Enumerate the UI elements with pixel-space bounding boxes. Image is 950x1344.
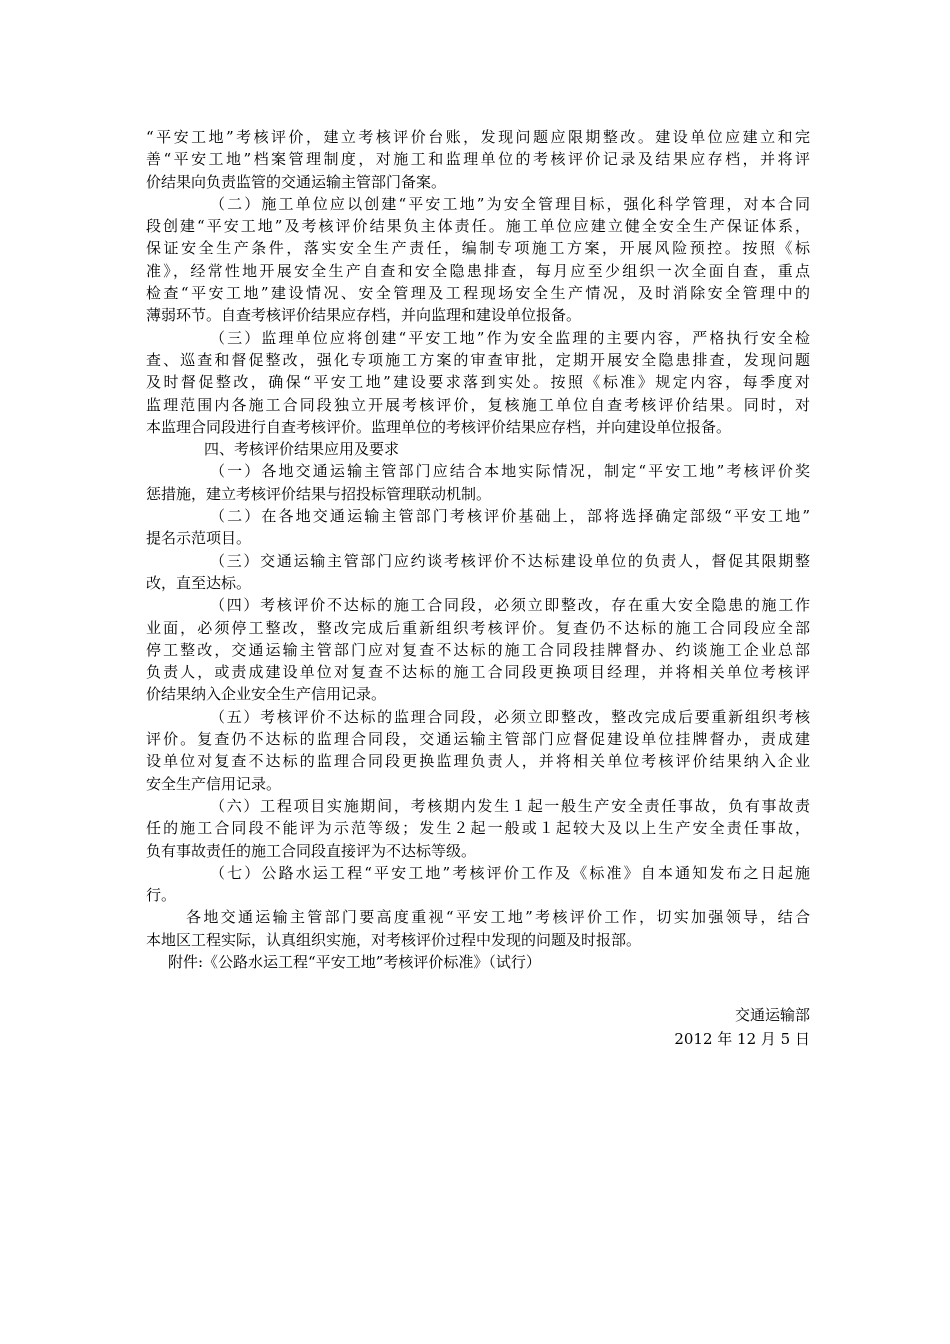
text-line: 行。 — [146, 886, 177, 905]
document-body — [146, 126, 810, 1051]
text-line: 善“平安工地”档案管理制度，对施工和监理单位的考核评价记录及结果应存档，并将评 — [146, 150, 810, 169]
signature-spacer — [146, 973, 810, 1003]
text-line: 监理范围内各施工合同段独立开展考核评价，复核施工单位自查考核评价结果。同时，对 — [146, 395, 810, 414]
text-line: （七）公路水运工程“平安工地”考核评价工作及《标准》自本通知发布之日起施 — [210, 863, 810, 882]
signature-organization: 交通运输部 — [734, 1006, 810, 1025]
text-line: 本监理合同段进行自查考核评价。监理单位的考核评价结果应存档，并向建设单位报备。 — [146, 417, 732, 436]
text-line: （四）考核评价不达标的施工合同段，必须立即整改，存在重大安全隐患的施工作 — [210, 596, 810, 615]
text-line: （二）在各地交通运输主管部门考核评价基础上，部将选择确定部级“平安工地” — [210, 507, 810, 526]
text-line: 薄弱环节。自查考核评价结果应存档，并向监理和建设单位报备。 — [146, 306, 582, 325]
text-line: 安全生产信用记录。 — [146, 774, 282, 793]
text-line: 各地交通运输主管部门要高度重视“平安工地”考核评价工作，切实加强领导，结合 — [186, 908, 810, 927]
text-line: 检查“平安工地”建设情况、安全管理及工程现场安全生产情况，及时消除安全管理中的 — [146, 284, 810, 303]
text-line: 及时督促整改，确保“平安工地”建设要求落到实处。按照《标准》规定内容，每季度对 — [146, 373, 810, 392]
text-line: 改，直至达标。 — [146, 573, 252, 592]
text-line: （二）施工单位应以创建“平安工地”为安全管理目标，强化科学管理，对本合同 — [210, 194, 810, 213]
text-line: 评价。复查仍不达标的监理合同段，交通运输主管部门应督促建设单位挂牌督办，责成建 — [146, 730, 810, 749]
text-line: （五）考核评价不达标的监理合同段，必须立即整改，整改完成后要重新组织考核 — [210, 707, 810, 726]
text-line: （三）监理单位应将创建“平安工地”作为安全监理的主要内容，严格执行安全检 — [210, 328, 810, 347]
text-line: 查、巡查和督促整改，强化专项施工方案的审查审批，定期开展安全隐患排查，发现问题 — [146, 350, 810, 369]
text-line: 设单位对复查不达标的监理合同段更换监理负责人，并将相关单位考核评价结果纳入企业 — [146, 752, 810, 771]
text-line: 价结果向负责监管的交通运输主管部门备案。 — [146, 172, 447, 191]
text-line: （六）工程项目实施期间，考核期内发生１起一般生产安全责任事故，负有事故责 — [210, 796, 810, 815]
signature-date: 2012 年 12 月 5 日 — [674, 1030, 810, 1049]
text-line: 价结果纳入企业安全生产信用记录。 — [146, 685, 387, 704]
text-line: （三）交通运输主管部门应约谈考核评价不达标建设单位的负责人，督促其限期整 — [210, 551, 810, 570]
text-line: 停工整改，交通运输主管部门应对复查不达标的施工合同段挂牌督办、约谈施工企业总部 — [146, 640, 810, 659]
text-line: 任的施工合同段不能评为示范等级；发生２起一般或１起较大及以上生产安全责任事故， — [146, 819, 810, 838]
text-line: 业面，必须停工整改，整改完成后重新组织考核评价。复查仍不达标的施工合同段应全部 — [146, 618, 810, 637]
text-line: 本地区工程实际，认真组织实施，对考核评价过程中发现的问题及时报部。 — [146, 930, 642, 949]
text-line: （一）各地交通运输主管部门应结合本地实际情况，制定“平安工地”考核评价奖 — [210, 462, 810, 481]
text-line: 提名示范项目。 — [146, 529, 252, 548]
text-line: “平安工地”考核评价，建立考核评价台账，发现问题应限期整改。建设单位应建立和完 — [146, 128, 810, 146]
text-line: 惩措施，建立考核评价结果与招投标管理联动机制。 — [146, 484, 492, 503]
text-line: 准》，经常性地开展安全生产自查和安全隐患排查，每月应至少组织一次全面自查，重点 — [146, 261, 810, 280]
section-heading: 四、考核评价结果应用及要求 — [204, 440, 400, 459]
text-line: 负责人，或责成建设单位对复查不达标的施工合同段更换项目经理，并将相关单位考核评 — [146, 663, 810, 682]
attachment-line: 附件:《公路水运工程“平安工地”考核评价标准》（试行） — [168, 952, 541, 971]
text-line: 段创建“平安工地”及考核评价结果负主体责任。施工单位应建立健全安全生产保证体系， — [146, 217, 810, 236]
text-line: 负有事故责任的施工合同段直接评为不达标等级。 — [146, 841, 477, 860]
text-line: 保证安全生产条件，落实安全生产责任，编制专项施工方案，开展风险预控。按照《标 — [146, 239, 810, 258]
